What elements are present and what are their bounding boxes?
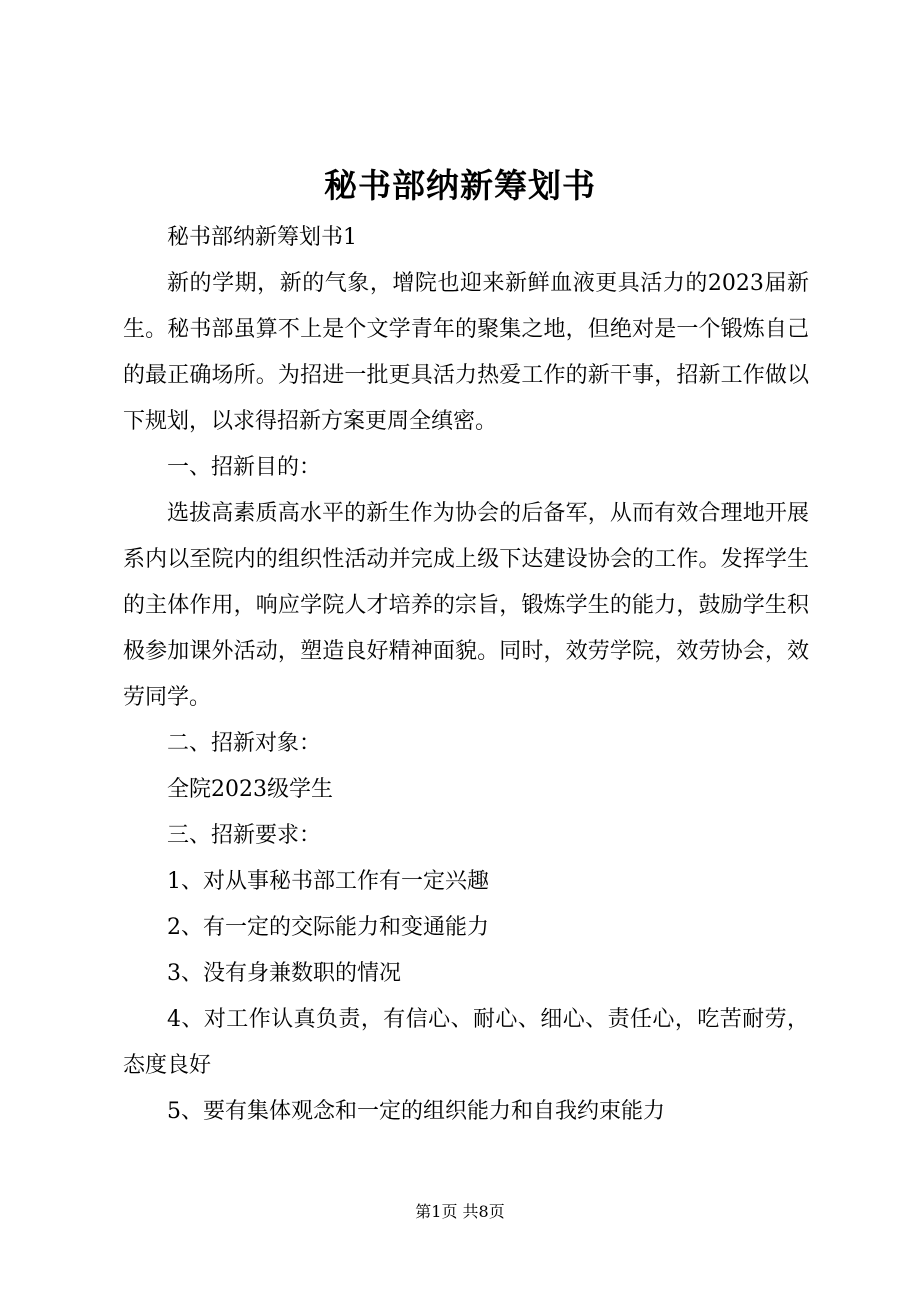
- paragraph-target: 全院2023级学生: [167, 777, 333, 802]
- paragraph-subtitle: 秘书部纳新筹划书1: [167, 225, 357, 250]
- document-title: 秘书部纳新筹划书: [324, 166, 596, 205]
- section-heading-requirements: 三、招新要求：: [167, 823, 322, 848]
- document-body: [123, 215, 809, 1135]
- requirement-item: 3、没有身兼数职的情况: [167, 961, 401, 986]
- paragraph-intro: 新的学期，新的气象，增院也迎来新鲜血液更具活力的2023届新生。秘书部虽算不上是个文学青年的聚集之地，但绝对是一个锻炼自己的最正确场所。为招进一批更具活力热爱工作的新干事，招新工作做以下规划，以求得招新方案更周全缜密。: [123, 271, 809, 434]
- requirement-item: 4、对工作认真负责，有信心、耐心、细心、责任心，吃苦耐劳，态度良好: [123, 1007, 809, 1078]
- section-heading-target: 二、招新对象：: [167, 731, 322, 756]
- requirement-item: 1、对从事秘书部工作有一定兴趣: [167, 869, 489, 894]
- section-heading-purpose: 一、招新目的：: [167, 455, 322, 480]
- paragraph-purpose: 选拔高素质高水平的新生作为协会的后备军，从而有效合理地开展系内以至院内的组织性活动并完成上级下达建设协会的工作。发挥学生的主体作用，响应学院人才培养的宗旨，锻炼学生的能力，鼓励学生积极参加课外活动，塑造良好精神面貌。同时，效劳学院，效劳协会，效劳同学。: [123, 501, 809, 710]
- page-number-footer: 第1页 共8页: [415, 1202, 505, 1221]
- requirement-item: 5、要有集体观念和一定的组织能力和自我约束能力: [167, 1099, 665, 1124]
- requirement-item: 2、有一定的交际能力和变通能力: [167, 915, 489, 940]
